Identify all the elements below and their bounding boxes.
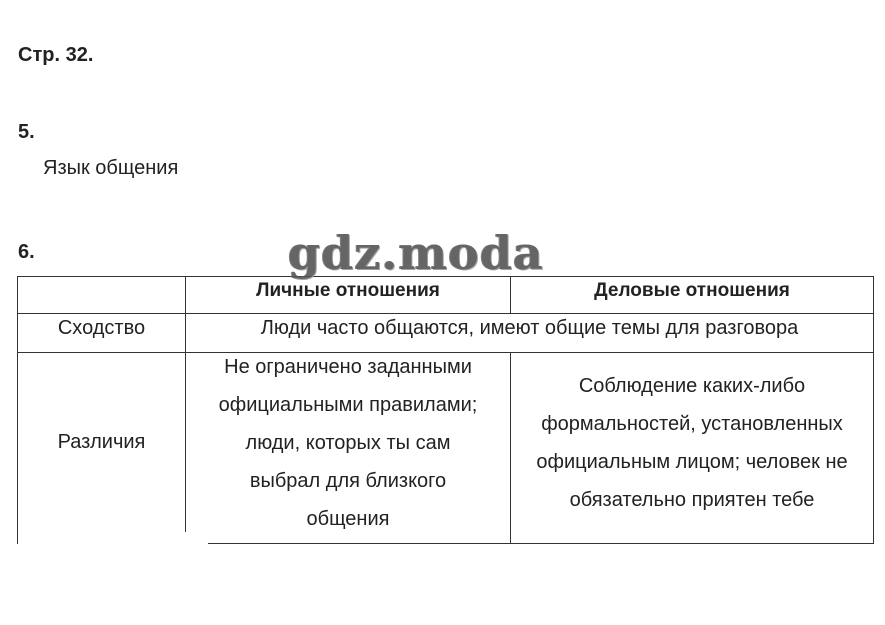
table-border-right — [873, 276, 874, 544]
text-line: обязательно приятен тебе — [569, 489, 815, 511]
text-line: выбрал для близкого — [249, 470, 447, 492]
table-border-bottom — [208, 543, 874, 544]
task-5-number: 5. — [18, 121, 35, 143]
text-line: официальным лицом; человек не — [536, 451, 848, 473]
header-business-relations: Деловые отношения — [594, 280, 790, 301]
text-line: люди, которых ты сам — [245, 432, 451, 454]
header-personal-relations: Личные отношения — [256, 280, 440, 301]
text-line: формальностей, установленных — [541, 413, 843, 435]
task-6-number: 6. — [18, 241, 35, 263]
page-title: Стр. 32. — [18, 44, 94, 66]
similarity-merged-cell: Люди часто общаются, имеют общие темы для разговора — [260, 317, 799, 339]
row-label-differences: Различия — [57, 431, 146, 453]
text-line: официальными правилами; — [218, 394, 478, 416]
text-line: общения — [306, 508, 390, 530]
text-line: Соблюдение каких-либо — [578, 375, 806, 397]
text-line: Не ограничено заданными — [224, 356, 472, 378]
watermark-logo: gdz.moda — [288, 226, 544, 280]
task-5-answer: Язык общения — [43, 157, 179, 179]
row-label-similarity: Сходство — [57, 317, 146, 339]
